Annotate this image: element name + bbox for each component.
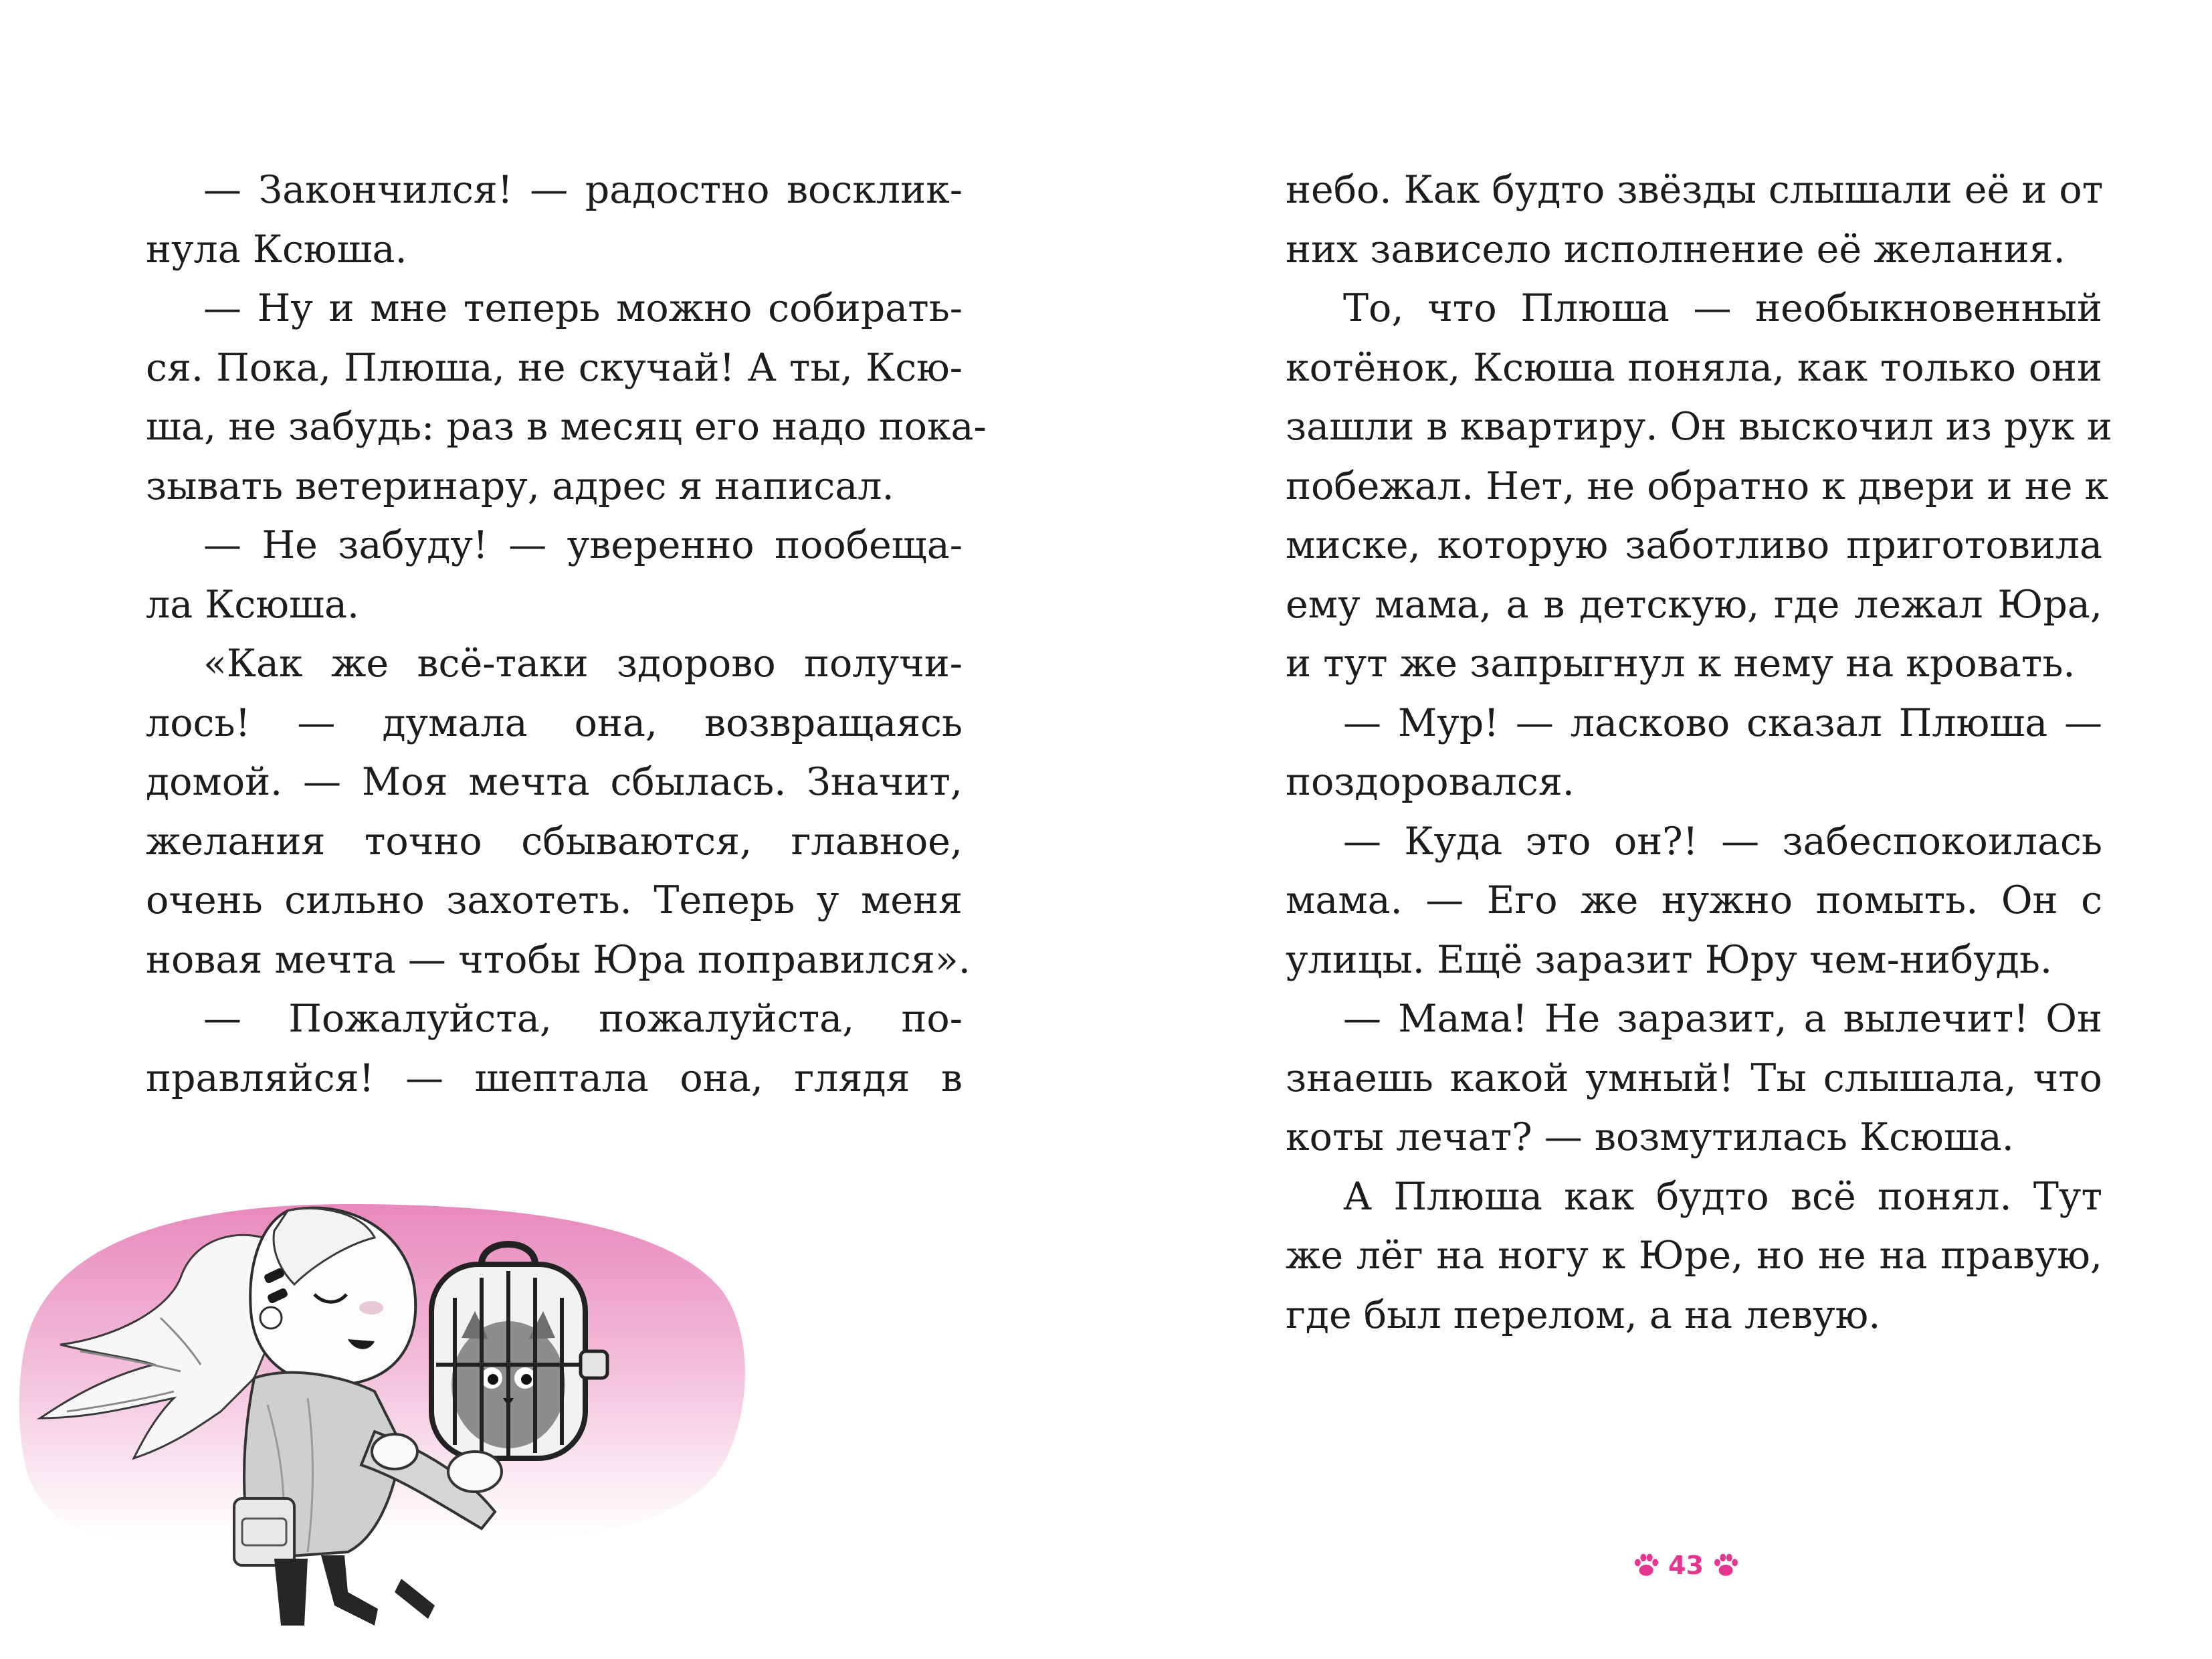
text-line: ша, не забудь: раз в месяц его надо пока- [146, 405, 987, 449]
text-line: То, что Плюша — необыкновенный [1343, 286, 2102, 330]
text-line: коты лечат? — возмутилась Ксюша. [1286, 1115, 2014, 1159]
left-page-text [146, 161, 987, 1108]
text-line: желания точно сбываются, главное, [146, 819, 963, 864]
text-line: нула Ксюша. [146, 227, 407, 272]
text-line: — Куда это он?! — забеспокоилась [1343, 819, 2102, 864]
text-line: улицы. Ещё заразит Юру чем-нибудь. [1286, 937, 2052, 982]
paw-icon [1632, 1551, 1660, 1579]
text-line: миске, которую заботливо приготовила [1286, 523, 2102, 567]
text-line: побежал. Нет, не обратно к двери и не к [1286, 464, 2109, 508]
text-line: — Мур! — ласково сказал Плюша — [1343, 700, 2102, 745]
text-line: — Не забуду! — уверенно пообеща- [203, 523, 963, 567]
text-line: новая мечта — чтобы Юра поправился». [146, 937, 971, 982]
text-line: знаешь какой умный! Ты слышала, что [1286, 1056, 2102, 1100]
text-line: зывать ветеринару, адрес я написал. [146, 464, 894, 508]
text-line: — Пожалуйста, пожалуйста, по- [203, 997, 963, 1041]
text-line: домой. — Моя мечта сбылась. Значит, [146, 760, 963, 804]
text-line: — Ну и мне теперь можно собирать- [203, 286, 963, 330]
text-line: где был перелом, а на левую. [1286, 1292, 1881, 1337]
text-line: зашли в квартиру. Он выскочил из рук и [1286, 405, 2112, 449]
text-line: поздоровался. [1286, 760, 1575, 804]
text-line: — Закончился! — радостно восклик- [203, 168, 963, 212]
text-line: котёнок, Ксюша поняла, как только они [1286, 345, 2102, 390]
text-line: ла Ксюша. [146, 582, 360, 627]
text-line: мама. — Его же нужно помыть. Он с [1286, 878, 2102, 922]
girl-with-cat-carrier-illustration [0, 1164, 769, 1659]
page-number [1632, 1551, 1740, 1580]
page-number-label: 43 [1668, 1551, 1704, 1580]
paw-icon [1712, 1551, 1740, 1579]
text-line: и тут же запрыгнул к нему на кровать. [1286, 642, 2076, 686]
text-line: ему мама, а в детскую, где лежал Юра, [1286, 582, 2102, 627]
right-page-text [1286, 161, 2112, 1345]
text-line: правляйся! — шептала она, глядя в [146, 1056, 963, 1100]
text-line: А Плюша как будто всё понял. Тут [1343, 1174, 2102, 1219]
text-line: них зависело исполнение её желания. [1286, 227, 2066, 272]
text-line: же лёг на ногу к Юре, но не на правую, [1286, 1234, 2102, 1278]
text-line: ся. Пока, Плюша, не скучай! А ты, Ксю- [146, 345, 963, 390]
text-line: «Как же всё-таки здорово получи- [203, 642, 963, 686]
text-line: очень сильно захотеть. Теперь у меня [146, 878, 963, 922]
text-line: — Мама! Не заразит, а вылечит! Он [1343, 997, 2102, 1041]
text-line: небо. Как будто звёзды слышали её и от [1286, 168, 2104, 212]
text-line: лось! — думала она, возвращаясь [146, 700, 963, 745]
